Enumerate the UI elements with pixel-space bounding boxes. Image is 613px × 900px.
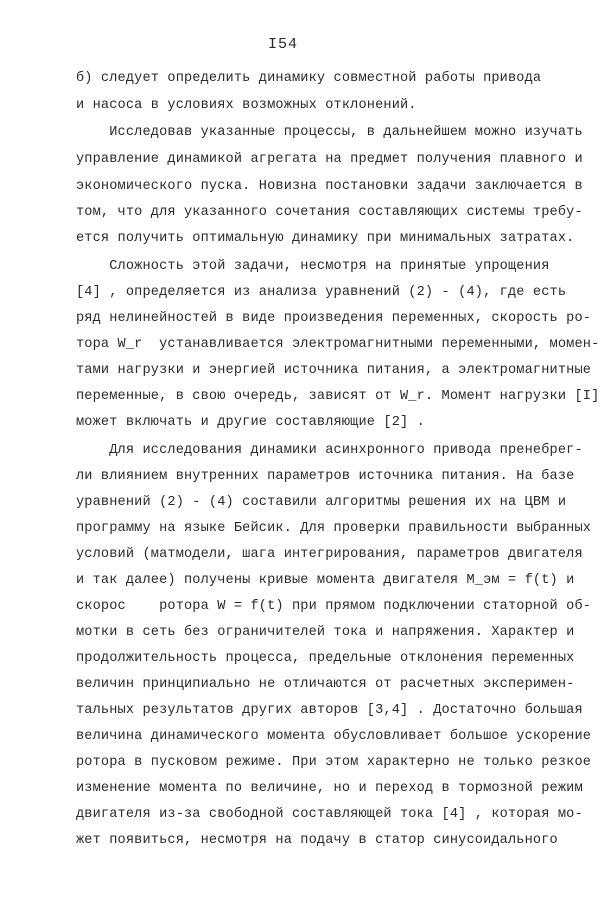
text-line: Для исследования динамики асинхронного привода пренебрег- xyxy=(76,443,583,458)
text-line: тальных результатов других авторов [3,4] . Достаточно большая xyxy=(76,703,583,718)
text-line: величин принципиально не отличаются от расчетных эксперимен- xyxy=(76,677,575,692)
text-line: скорос ротора W = f(t) при прямом подключении статорной об- xyxy=(76,599,592,614)
text-line: ротора в пусковом режиме. При этом характерно не только резкое xyxy=(76,755,592,770)
text-line: переменные, в свою очередь, зависят от W_r. Момент нагрузки [I] xyxy=(76,389,600,404)
text-line: управление динамикой агрегата на предмет получения плавного и xyxy=(76,152,583,167)
text-line: тами нагрузки и энергией источника питания, а электромагнитные xyxy=(76,363,592,378)
text-line: б) следует определить динамику совместной работы привода xyxy=(76,71,542,86)
text-line: двигателя из-за свободной составляющей тока [4] , которая мо- xyxy=(76,807,583,822)
text-line: изменение момента по величине, но и переход в тормозной режим xyxy=(76,781,583,796)
text-line: жет появиться, несмотря на подачу в статор синусоидального xyxy=(76,833,558,848)
text-line: может включать и другие составляющие [2] . xyxy=(76,415,425,430)
text-line: Сложность этой задачи, несмотря на принятые упрощения xyxy=(76,259,550,274)
page-number: I54 xyxy=(268,36,299,53)
text-line: условий (матмодели, шага интегрирования, параметров двигателя xyxy=(76,547,583,562)
text-line: экономического пуска. Новизна постановки задачи заключается в xyxy=(76,179,583,194)
text-line: и так далее) получены кривые момента двигателя M_эм = f(t) и xyxy=(76,573,575,588)
text-line: том, что для указанного сочетания составляющих системы требу- xyxy=(76,205,583,220)
text-line: программу на языке Бейсик. Для проверки правильности выбранных xyxy=(76,521,592,536)
text-line: тора W_r устанавливается электромагнитными переменными, момен- xyxy=(76,337,600,352)
text-line: и насоса в условиях возможных отклонений. xyxy=(76,98,417,113)
text-line: мотки в сеть без ограничителей тока и напряжения. Характер и xyxy=(76,625,575,640)
text-line: ряд нелинейностей в виде произведения переменных, скорость ро- xyxy=(76,311,592,326)
text-line: ется получить оптимальную динамику при минимальных затратах. xyxy=(76,231,575,246)
text-line: ли влиянием внутренних параметров источника питания. На базе xyxy=(76,469,575,484)
text-line: уравнений (2) - (4) составили алгоритмы решения их на ЦВМ и xyxy=(76,495,567,510)
text-line: величина динамического момента обусловливает большое ускорение xyxy=(76,729,592,744)
text-line: продолжительность процесса, предельные отклонения переменных xyxy=(76,651,575,666)
text-line: Исследовав указанные процессы, в дальнейшем можно изучать xyxy=(76,125,583,140)
text-line: [4] , определяется из анализа уравнений (2) - (4), где есть xyxy=(76,285,567,300)
